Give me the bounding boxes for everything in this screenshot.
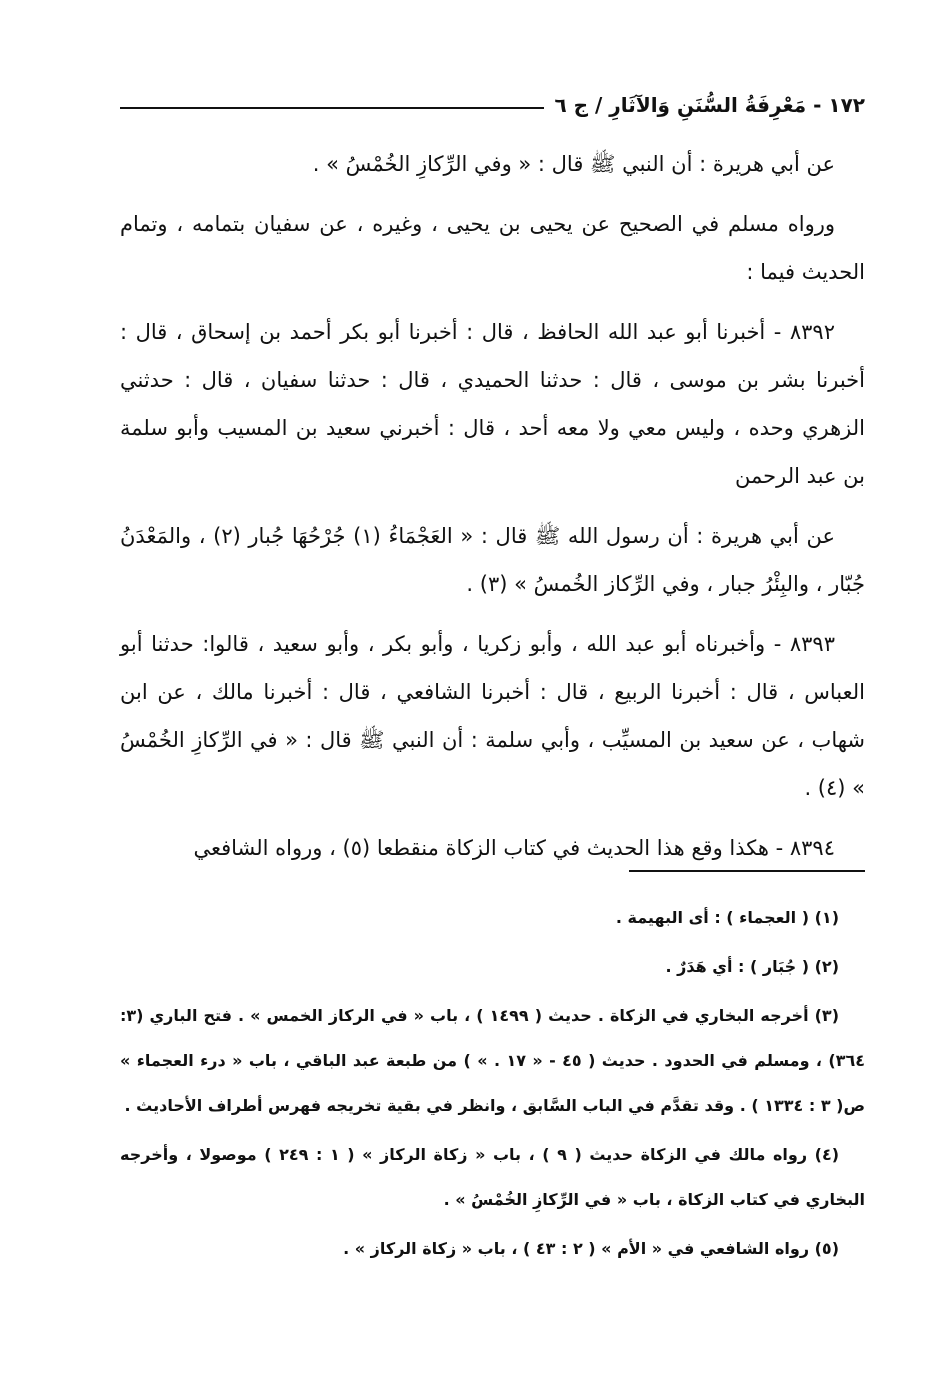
- footnote-2: (٢) ( جُبَار ) : أي هَدَرٌ .: [665, 957, 839, 976]
- paragraph-hadith-2: عن أبي هريرة : أن رسول الله ﷺ قال : « العَجْمَاءُ (١) جُرْحُهَا جُبار (٢) ، والمَعْدَنُ جُبّار ، والبِئْرُ جبار ، وفي الرِّكاز الخُمسُ » (٣) .: [120, 524, 865, 596]
- footnote-3: (٣) أخرجه البخاري في الزكاة . حديث ( ١٤٩٩ ) ، باب « في الركاز الخمس » . فتح الباري (٣: ٣٦٤) ، ومسلم في الحدود . حديث ( ٤٥ - « ١٧ . » ) من طبعة عبد الباقي ، باب « درء العجماء » ص( ٣ : ١٣٣٤ ) . وقد تقدَّم في الباب السَّابق ، وانظر في بقية تخريجه فهرس أطراف الأحاديث .: [120, 1006, 866, 1115]
- footnote-separator: [629, 870, 865, 872]
- footnote-1: (١) ( العجماء ) : أى البهيمة .: [615, 908, 839, 927]
- header-rule: [120, 107, 544, 109]
- paragraph-8393: ٨٣٩٣ - وأخبرناه أبو عبد الله ، وأبو زكريا ، وأبو بكر ، وأبو سعيد ، قالوا: حدثنا أبو العباس ، قال : أخبرنا الربيع ، قال : أخبرنا الشافعي ، قال : أخبرنا مالك ، عن ابن شهاب ، عن سعيد بن المسيِّب ، وأبي سلمة : أن النبي ﷺ قال : « في الرِّكازِ الخُمْسُ » (٤) .: [120, 632, 865, 800]
- paragraph-8394: ٨٣٩٤ - هكذا وقع هذا الحديث في كتاب الزكاة منقطعا (٥) ، ورواه الشافعي: [193, 836, 835, 860]
- paragraph-8392: ٨٣٩٢ - أخبرنا أبو عبد الله الحافظ ، قال : أخبرنا أبو بكر أحمد بن إسحاق ، قال : أخبرنا بشر بن موسى ، قال : حدثنا الحميدي ، قال : حدثنا سفيان ، قال : حدثني الزهري وحده ، وليس معي ولا معه أحد ، قال : أخبرني سعيد بن المسيب وأبو سلمة بن عبد الرحمن: [120, 320, 865, 488]
- running-head: ١٧٢ - مَعْرِفَةُ السُّنَنِ وَالآثَارِ / ج ٦: [554, 93, 865, 117]
- paragraph-hadith-1: عن أبي هريرة : أن النبي ﷺ قال : « وفي الرِّكازِ الخُمْسُ » .: [312, 152, 835, 176]
- footnotes: [120, 895, 865, 1275]
- footnote-5: (٥) رواه الشافعي في « الأم » ( ٢ : ٤٣ ) ، باب « زكاة الركاز » .: [343, 1239, 839, 1258]
- footnote-4: (٤) رواه مالك في الزكاة حديث ( ٩ ) ، باب « زكاة الركاز » ( ١ : ٢٤٩ ) موصولا ، وأخرجه البخاري في كتاب الزكاة ، باب « في الرِّكازِ الخُمْسُ » .: [120, 1145, 865, 1209]
- page-header: [120, 88, 865, 122]
- main-text: [120, 140, 865, 884]
- paragraph-muslim-narration: ورواه مسلم في الصحيح عن يحيى بن يحيى ، وغيره ، عن سفيان بتمامه ، وتمام الحديث فيما :: [120, 212, 865, 284]
